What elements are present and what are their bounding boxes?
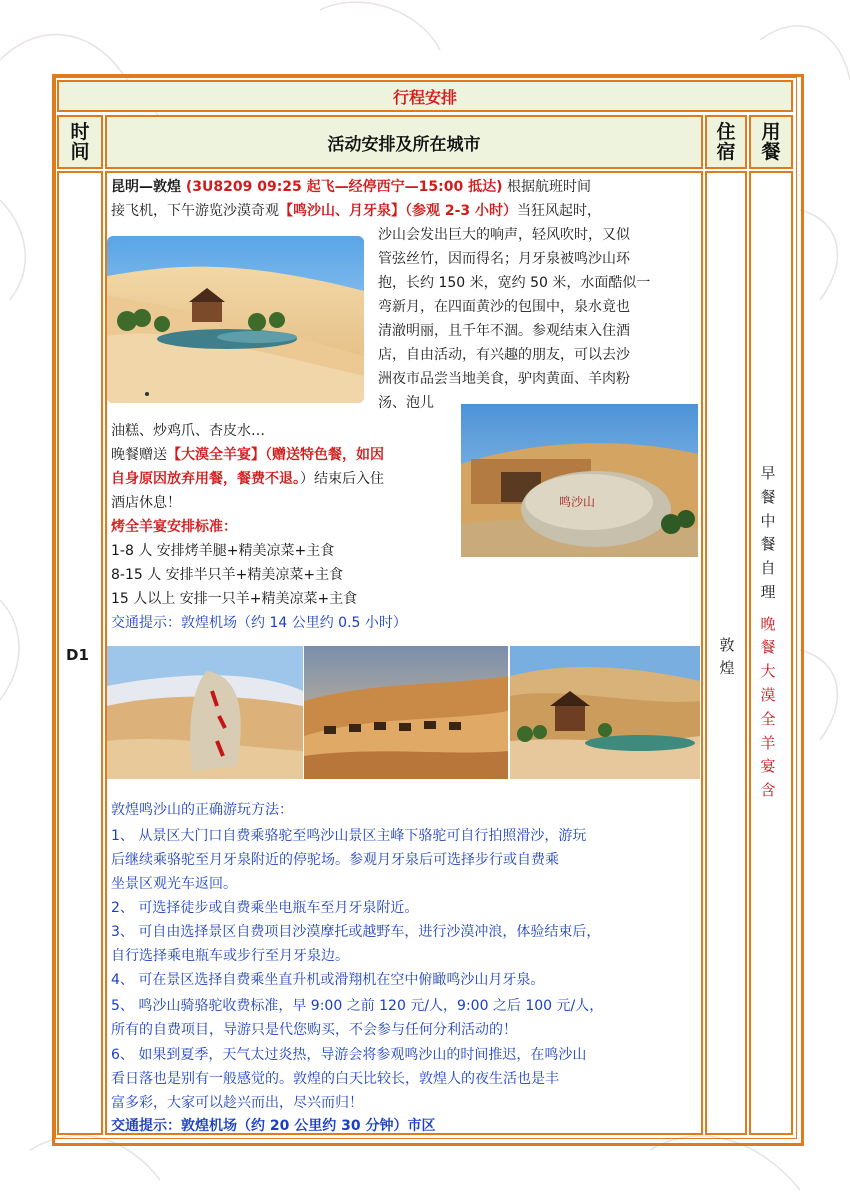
tip-line: 3、 可自由选择景区自费项目沙漠摩托或越野车，进行沙漠冲浪，体验结束后， [111, 924, 601, 940]
crescent-spring-pagoda-photo [510, 646, 700, 779]
desc-line: 清澈明丽，且千年不涸。参观结束入住酒 [378, 323, 630, 339]
stone-inscription: 鸣沙山 [559, 495, 596, 509]
tip-line: 坐景区观光车返回。 [111, 876, 237, 892]
hotel-rest: 酒店休息！ [111, 495, 181, 511]
camel-caravan-photo [304, 646, 508, 779]
afternoon-line [111, 199, 601, 223]
dinner-highlight: 【大漠全羊宴】（赠送特色餐，如因 [167, 447, 384, 463]
standard-row: 1-8 人 安排烤羊腿+精美凉菜+主食 [111, 543, 335, 559]
meal-info [758, 462, 778, 803]
afternoon-text-end: 当狂风起时， [517, 203, 602, 219]
tip-line: 后继续乘骆驼至月牙泉附近的停驼场。参观月牙泉后可选择步行或自费乘 [111, 852, 559, 868]
column-header-stay-label: 住宿 [716, 121, 736, 163]
tip-line: 6、 如果到夏季，天气太过炎热，导游会将参观鸣沙山的时间推迟，在鸣沙山 [111, 1047, 587, 1063]
route-cities: 昆明—敦煌 [111, 179, 186, 195]
table-title: 行程安排 [57, 80, 793, 112]
column-header-meal [749, 115, 793, 169]
dinner-line-2 [111, 467, 384, 491]
traffic-tip-2: 交通提示：敦煌机场（约 20 公里约 30 分钟）市区 [111, 1118, 436, 1134]
tip-line: 看日落也是别有一般感觉的。敦煌的白天比较长，敦煌人的夜生活也是丰 [111, 1071, 559, 1087]
desc-line: 汤、泡儿 [378, 395, 434, 411]
dinner-text: 晚餐赠送 [111, 447, 167, 463]
tip-line: 2、 可选择徒步或自费乘坐电瓶车至月牙泉附近。 [111, 900, 419, 916]
stay-city: 敦煌 [719, 636, 735, 677]
meal-dinner-included: 晚餐大漠全羊宴含 [760, 614, 776, 800]
standard-title: 烤全羊宴安排标准： [111, 519, 237, 535]
attraction-highlight: 【鸣沙山、月牙泉】（参观 2-3 小时） [279, 203, 518, 219]
desc-line: 洲夜市品尝当地美食，驴肉黄面、羊肉粉 [378, 371, 630, 387]
dinner-text-end: ）结束后入住 [300, 471, 384, 487]
tip-line: 富多彩，大家可以趁兴而出，尽兴而归！ [111, 1095, 363, 1111]
standard-row: 8-15 人 安排半只羊+精美凉菜+主食 [111, 567, 344, 583]
column-header-time [57, 115, 103, 169]
column-header-activity: 活动安排及所在城市 [105, 115, 703, 169]
desc-line: 抱，长约 150 米，宽约 50 米，水面酷似一 [378, 275, 651, 291]
desc-line: 弯新月，在四面黄沙的包围中，泉水竟也 [378, 299, 630, 315]
desc-line: 店，自由活动，有兴趣的朋友，可以去沙 [378, 347, 630, 363]
tip-line: 4、 可在景区选择自费乘坐直升机或滑翔机在空中俯瞰鸣沙山月牙泉。 [111, 972, 545, 988]
afternoon-text: 接飞机，下午游览沙漠奇观 [111, 203, 279, 219]
route-text: 根据航班时间 [502, 179, 591, 195]
tips-title: 敦煌鸣沙山的正确游玩方法： [111, 802, 293, 818]
column-header-meal-label: 用餐 [761, 121, 781, 163]
red-script-stone-photo [107, 646, 303, 779]
tip-line: 1、 从景区大门口自费乘骆驼至鸣沙山景区主峰下骆驼可自行拍照滑沙，游玩 [111, 828, 587, 844]
desc-line: 管弦丝竹，因而得名；月牙泉被鸣沙山环 [378, 251, 630, 267]
traffic-tip: 交通提示：敦煌机场（约 14 公里约 0.5 小时） [111, 615, 407, 631]
flight-info: (3U8209 09:25 起飞—经停西宁—15:00 抵达) [185, 179, 503, 195]
tip-line: 所有的自费项目，导游只是代您购买，不会参与任何分利活动的！ [111, 1022, 517, 1038]
standard-row: 15 人以上 安排一只羊+精美凉菜+主食 [111, 591, 358, 607]
tip-line: 5、 鸣沙山骑骆驼收费标准，早 9:00 之前 120 元/人，9:00 之后 100 元/人， [111, 998, 604, 1014]
column-header-stay [705, 115, 747, 169]
column-header-time-label: 时间 [70, 121, 90, 163]
tip-line: 自行选择乘电瓶车或步行至月牙泉边。 [111, 948, 349, 964]
desc-line: 沙山会发出巨大的响声，轻风吹时，又似 [378, 227, 630, 243]
dinner-note: 自身原因放弃用餐，餐费不退。 [111, 471, 300, 487]
mingsha-stone-photo [461, 404, 698, 557]
route-line [111, 175, 591, 199]
crescent-lake-photo [107, 236, 364, 403]
meal-self-paid: 早餐中餐自理 [760, 464, 776, 601]
dinner-line [111, 443, 384, 467]
desc-line: 油糕、炒鸡爪、杏皮水… [111, 423, 265, 439]
day-label: D1 [66, 646, 89, 664]
